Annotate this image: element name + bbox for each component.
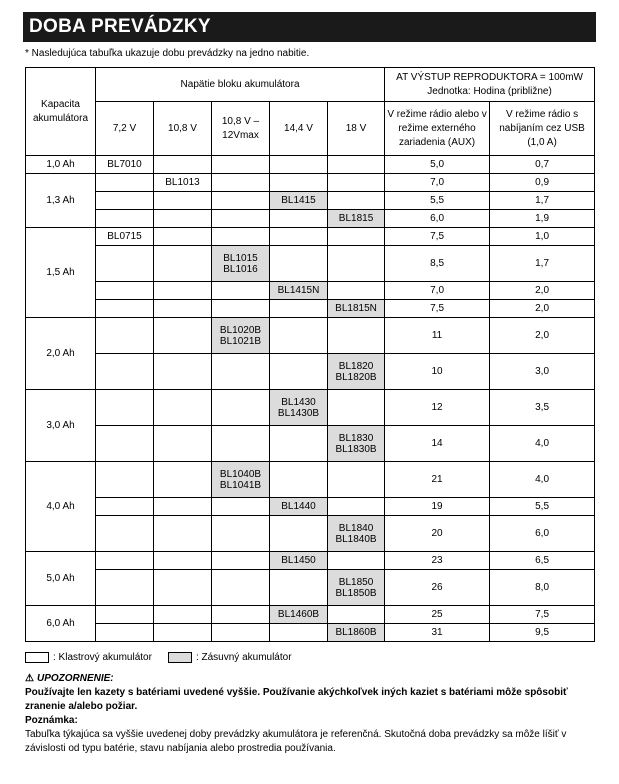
usb-time-cell: 4,0 bbox=[490, 426, 595, 462]
battery-cell: BL1415N bbox=[270, 282, 328, 300]
header-18v: 18 V bbox=[328, 102, 385, 156]
battery-model: BL1430B bbox=[277, 407, 320, 419]
aux-time-cell: 19 bbox=[385, 498, 490, 516]
battery-cell: BL1013 bbox=[154, 174, 212, 192]
usb-time-cell: 3,5 bbox=[490, 390, 595, 426]
aux-time-cell: 31 bbox=[385, 624, 490, 642]
usb-time-cell: 2,0 bbox=[490, 318, 595, 354]
battery-model: BL1040B bbox=[219, 468, 262, 480]
aux-time-cell: 10 bbox=[385, 354, 490, 390]
aux-time-cell: 26 bbox=[385, 570, 490, 606]
table-row bbox=[26, 318, 595, 354]
table-row bbox=[26, 552, 595, 570]
battery-model: BL1015 bbox=[223, 252, 258, 264]
table-row bbox=[26, 624, 595, 642]
battery-model: BL1820 bbox=[338, 360, 374, 372]
battery-cell: BL1450 bbox=[270, 552, 328, 570]
aux-time-cell: 21 bbox=[385, 462, 490, 498]
battery-model: BL1850B bbox=[335, 587, 377, 599]
usb-time-cell: 0,9 bbox=[490, 174, 595, 192]
aux-time-cell: 8,5 bbox=[385, 246, 490, 282]
legend-cluster-label: : Klastrový akumulátor bbox=[53, 652, 152, 663]
warning-triangle-icon: ⚠ bbox=[25, 673, 34, 684]
header-7-2v: 7,2 V bbox=[96, 102, 154, 156]
aux-time-cell: 12 bbox=[385, 390, 490, 426]
usb-time-cell: 2,0 bbox=[490, 282, 595, 300]
battery-cell: BL1815N bbox=[328, 300, 385, 318]
usb-time-cell: 2,0 bbox=[490, 300, 595, 318]
battery-model: BL1840B bbox=[335, 533, 377, 545]
capacity-cell: 1,0 Ah bbox=[26, 156, 96, 174]
battery-cell bbox=[328, 516, 385, 552]
battery-cell bbox=[328, 426, 385, 462]
aux-time-cell: 7,5 bbox=[385, 228, 490, 246]
header-output bbox=[385, 68, 595, 102]
legend-slide-label: : Zásuvný akumulátor bbox=[195, 652, 292, 663]
aux-time-cell: 14 bbox=[385, 426, 490, 462]
header-10-8-12v: 10,8 V – 12Vmax bbox=[212, 102, 270, 156]
usb-time-cell: 5,5 bbox=[490, 498, 595, 516]
usb-time-cell: 4,0 bbox=[490, 462, 595, 498]
note-heading: Poznámka: bbox=[25, 715, 78, 726]
aux-time-cell: 5,0 bbox=[385, 156, 490, 174]
usb-time-cell: 1,7 bbox=[490, 192, 595, 210]
battery-cell: BL1440 bbox=[270, 498, 328, 516]
caution-heading: UPOZORNENIE: bbox=[36, 673, 114, 684]
battery-cell bbox=[270, 390, 328, 426]
battery-cell bbox=[212, 246, 270, 282]
usb-time-cell: 1,0 bbox=[490, 228, 595, 246]
battery-cell bbox=[328, 354, 385, 390]
battery-model: BL1430 bbox=[281, 396, 316, 408]
battery-model: BL1041B bbox=[219, 479, 262, 491]
table-row bbox=[26, 300, 595, 318]
battery-cell: BL1860B bbox=[328, 624, 385, 642]
battery-model: BL1016 bbox=[223, 263, 258, 275]
battery-model: BL1020B bbox=[219, 324, 262, 336]
table-row bbox=[26, 498, 595, 516]
capacity-cell: 1,5 Ah bbox=[26, 228, 96, 318]
aux-time-cell: 5,5 bbox=[385, 192, 490, 210]
aux-time-cell: 11 bbox=[385, 318, 490, 354]
table-row bbox=[26, 606, 595, 624]
table-note: * Nasledujúca tabuľka ukazuje dobu prevádzky na jedno nabitie. bbox=[25, 48, 310, 59]
table-row bbox=[26, 282, 595, 300]
capacity-cell: 5,0 Ah bbox=[26, 552, 96, 606]
legend-cluster-swatch bbox=[25, 652, 49, 663]
battery-model: BL1830 bbox=[338, 432, 374, 444]
battery-model: BL1850 bbox=[338, 576, 374, 588]
capacity-cell: 4,0 Ah bbox=[26, 462, 96, 552]
usb-time-cell: 3,0 bbox=[490, 354, 595, 390]
capacity-cell: 2,0 Ah bbox=[26, 318, 96, 390]
battery-model: BL1021B bbox=[219, 335, 262, 347]
capacity-cell: 6,0 Ah bbox=[26, 606, 96, 642]
table-row bbox=[26, 462, 595, 498]
usb-time-cell: 8,0 bbox=[490, 570, 595, 606]
battery-model: BL1820B bbox=[335, 371, 377, 383]
table-row bbox=[26, 426, 595, 462]
aux-time-cell: 7,0 bbox=[385, 174, 490, 192]
usb-time-cell: 0,7 bbox=[490, 156, 595, 174]
battery-cell bbox=[212, 462, 270, 498]
operating-time-table bbox=[25, 67, 595, 642]
aux-time-cell: 6,0 bbox=[385, 210, 490, 228]
legend bbox=[25, 652, 292, 663]
legend-slide-swatch bbox=[168, 652, 192, 663]
battery-cell: BL1815 bbox=[328, 210, 385, 228]
usb-time-cell: 6,5 bbox=[490, 552, 595, 570]
header-14-4v: 14,4 V bbox=[270, 102, 328, 156]
aux-time-cell: 23 bbox=[385, 552, 490, 570]
caution-section bbox=[25, 672, 600, 756]
table-row bbox=[26, 156, 595, 174]
capacity-cell: 1,3 Ah bbox=[26, 174, 96, 228]
capacity-cell: 3,0 Ah bbox=[26, 390, 96, 462]
table-row bbox=[26, 516, 595, 552]
battery-model: BL1830B bbox=[335, 443, 377, 455]
table-row bbox=[26, 174, 595, 192]
usb-time-cell: 6,0 bbox=[490, 516, 595, 552]
header-mode-usb: V režime rádio s nabíjaním cez USB (1,0 A) bbox=[490, 102, 595, 156]
header-10-8v: 10,8 V bbox=[154, 102, 212, 156]
header-capacity: Kapacita akumulátora bbox=[26, 68, 96, 156]
battery-cell bbox=[328, 570, 385, 606]
header-output-label: AT VÝSTUP REPRODUKTORA = 100mW bbox=[396, 71, 583, 83]
aux-time-cell: 25 bbox=[385, 606, 490, 624]
table-row bbox=[26, 570, 595, 606]
aux-time-cell: 20 bbox=[385, 516, 490, 552]
header-voltage-block: Napätie bloku akumulátora bbox=[96, 68, 385, 102]
page-title: DOBA PREVÁDZKY bbox=[23, 12, 596, 42]
battery-cell: BL0715 bbox=[96, 228, 154, 246]
table-row bbox=[26, 210, 595, 228]
note-text: Tabuľka týkajúca sa vyššie uvedenej doby prevádzky akumulátora je referenčná. Skutočná doba prevádzky sa môže líšiť v závislosti od typu batérie, stavu nabíjania alebo prostredia používania. bbox=[25, 729, 567, 754]
usb-time-cell: 7,5 bbox=[490, 606, 595, 624]
caution-text: Používajte len kazety s batériami uvedené vyššie. Používanie akýchkoľvek iných kaziet s batériami môže spôsobiť zranenie a/alebo požiar. bbox=[25, 687, 568, 712]
battery-model: BL1840 bbox=[338, 522, 374, 534]
usb-time-cell: 1,9 bbox=[490, 210, 595, 228]
usb-time-cell: 9,5 bbox=[490, 624, 595, 642]
battery-cell: BL7010 bbox=[96, 156, 154, 174]
table-row bbox=[26, 246, 595, 282]
battery-cell bbox=[212, 318, 270, 354]
aux-time-cell: 7,5 bbox=[385, 300, 490, 318]
table-row bbox=[26, 390, 595, 426]
table-row bbox=[26, 354, 595, 390]
table-row bbox=[26, 228, 595, 246]
usb-time-cell: 1,7 bbox=[490, 246, 595, 282]
battery-cell: BL1460B bbox=[270, 606, 328, 624]
header-mode-aux: V režime rádio alebo v režime externého zariadenia (AUX) bbox=[385, 102, 490, 156]
battery-cell: BL1415 bbox=[270, 192, 328, 210]
aux-time-cell: 7,0 bbox=[385, 282, 490, 300]
header-unit: Jednotka: Hodina (približne) bbox=[427, 85, 552, 97]
table-row bbox=[26, 192, 595, 210]
